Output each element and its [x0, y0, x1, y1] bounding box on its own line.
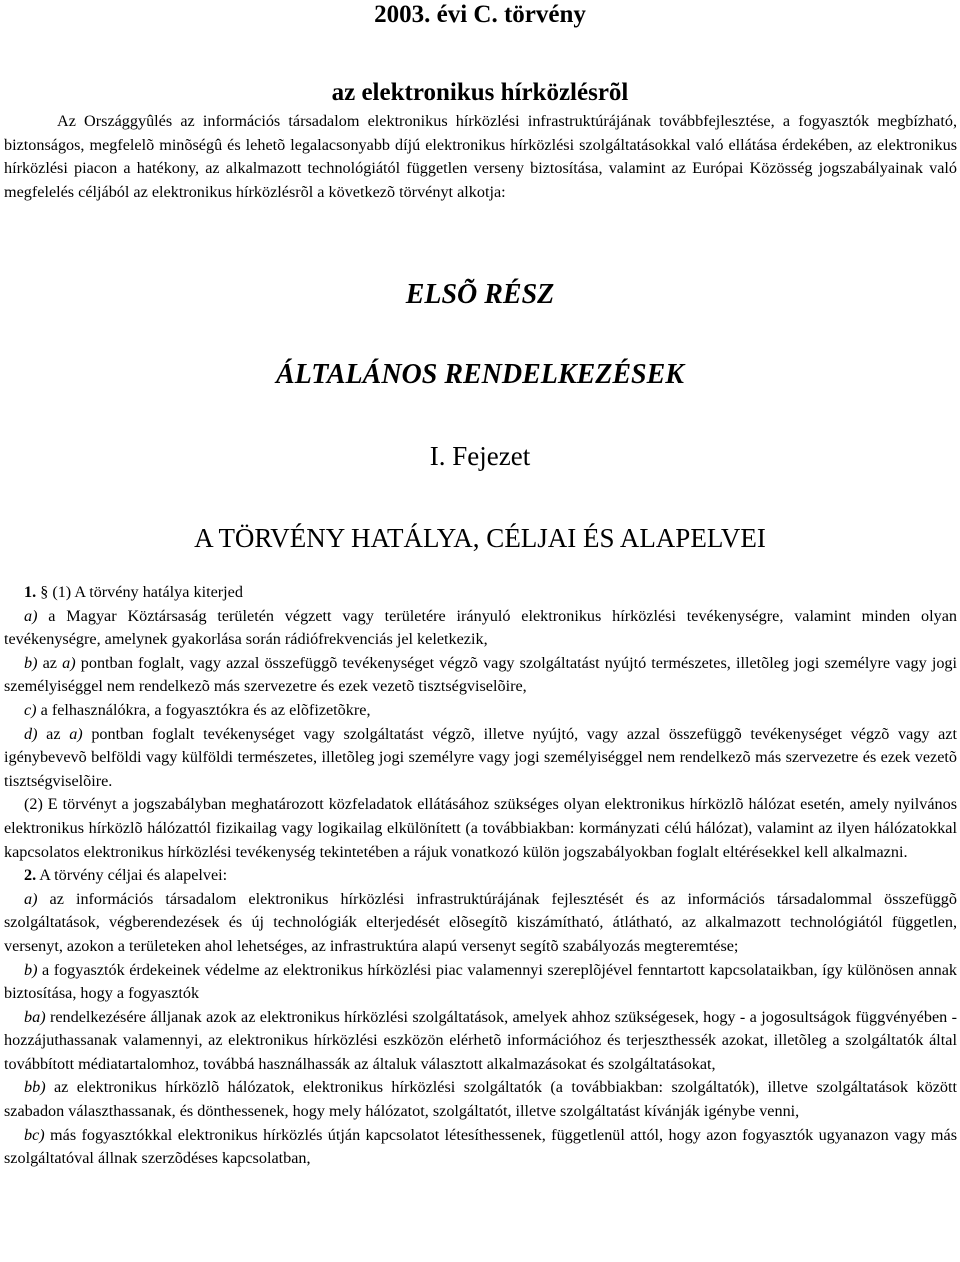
section-2-number: 2. — [24, 866, 37, 885]
point-text: a fogyasztók érdekeinek védelme az elektronikus hírközlési piac valamennyi szereplõjével fenntartott kapcsolataikban, így különösen annak biztosítása, hogy a fogyasztók — [4, 960, 957, 1003]
chapter-title: A TÖRVÉNY HATÁLYA, CÉLJAI ÉS ALAPELVEI — [194, 523, 766, 553]
point-text: az információs társadalom elektronikus hírközlési infrastruktúrájának fejlesztését és az információs társadalommal összefüggõ szolgáltatások, végberendezések és új technológiák elterjedését elõsegítõ kiszámítható, átlátható, az alkalmazott technológiától független, versenyt, azokon a területeken ahol lehetséges, az infrastruktúra alapú versenyt segítõ szabályozás megteremtése; — [4, 889, 957, 955]
section-sign: § — [40, 583, 49, 601]
section-2-intro: A törvény céljai és alapelvei: — [36, 866, 228, 885]
general-provisions-heading: ÁLTALÁNOS RENDELKEZÉSEK — [276, 359, 684, 390]
preamble: Az Országgyûlés az információs társadalom elektronikus hírközlési infrastruktúrájának továbbfejlesztése, a fogyasztók megbízható, biztonságos, megfelelõ minõségû és lehetõ legalacsonyabb díjú elektronikus hírközlési szolgáltatásokkal való ellátása érdekében, az elektronikus hírközlési piacon a hatékony, az alkalmazott technológiától független verseny biztosítása, valamint az Európai Közösség jogszabályainak való megfelelés céljából az elektronikus hírközlésrõl a következõ törvényt alkotja: — [4, 112, 957, 201]
point-reference: a) — [69, 724, 83, 743]
point-text: az — [37, 724, 70, 743]
section-1-heading — [4, 581, 957, 605]
section-1-point-d — [4, 723, 957, 794]
sections-body — [4, 581, 957, 1171]
point-reference: a) — [62, 653, 76, 672]
section-2-point-bb — [4, 1076, 957, 1123]
point-text: pontban foglalt tevékenységet vagy szolgáltatást végzõ, illetve nyújtó, vagy azzal összefüggõ tevékenységet végzõ vagy azt igénybevevõ belföldi vagy külföldi természetes, illetõleg jogi személyre vagy jogi személyiséggel nem rendelkezõ más szervezetre és ezek vezetõ tisztségviselõire. — [4, 724, 957, 790]
section-2-point-b — [4, 959, 957, 1006]
point-text: más fogyasztókkal elektronikus hírközlés útján kapcsolatot létesíthessenek, függetlenül attól, hogy azon fogyasztók ugyanazon vagy más szolgáltatóval állnak szerzõdéses kapcsolatban, — [4, 1125, 957, 1168]
section-1-number: 1. — [24, 583, 41, 601]
point-text: rendelkezésére álljanak azok az elektronikus hírközlési szolgáltatások, amelyek ahhoz szükségesek, hogy - a jogosultságok függvényében - hozzájuthassanak valamennyi, az elektronikus hírközlési eszközön elérhetõ információhoz és terjeszthessék azokat, illetõleg a szolgáltatók által továbbított médiatartalomhoz, továbbá használhassák az általuk választott alkalmazásokat és szolgáltatásokat, — [4, 1007, 957, 1073]
point-text: a felhasználókra, a fogyasztókra és az elõfizetõkre, — [36, 700, 371, 719]
section-1-point-c — [4, 699, 957, 723]
section-2-heading — [4, 864, 957, 888]
point-label: c) — [24, 700, 37, 719]
section-1-point-b — [4, 652, 957, 699]
section-1-point-a — [4, 605, 957, 652]
part-heading: ELSÕ RÉSZ — [405, 279, 555, 310]
point-label: bc) — [24, 1125, 45, 1144]
section-1-paragraph-2: (2) E törvényt a jogszabályban meghatározott közfeladatok ellátásához szükséges olyan elektronikus hírközlõ hálózat esetén, amely nyilvános elektronikus hírközlõ hálózattól fizikailag vagy logikailag elkülönített (a továbbiakban: kormányzati célú hálózat), valamint az ilyen hálózatokkal kapcsolatos elektronikus hírközlési tevékenység tekintetében a rájuk vonatkozó külön jogszabályokban foglalt eltérésekkel kell alkalmazni. — [4, 795, 957, 861]
point-label: d) — [24, 724, 38, 743]
section-2-point-ba — [4, 1006, 957, 1077]
chapter-number: I. Fejezet — [429, 441, 531, 471]
point-label: a) — [24, 889, 38, 908]
point-text: az elektronikus hírközlõ hálózatok, elektronikus hírközlési szolgáltatók (a továbbiakban: szolgáltatók), illetve szolgáltatások között szabadon választhassanak, és dönthessenek, hogy mely hálózatot, szolgáltatót, illetve szolgáltatást kívánják igénybe venni, — [4, 1078, 957, 1121]
section-1-intro: (1) A törvény hatálya kiterjed — [48, 583, 243, 601]
document-subtitle: az elektronikus hírközlésrõl — [331, 79, 629, 106]
document-title: 2003. évi C. törvény — [374, 1, 586, 28]
point-text: az — [37, 653, 63, 672]
section-2-point-a — [4, 888, 957, 959]
section-2-point-bc — [4, 1124, 957, 1171]
point-text: a Magyar Köztársaság területén végzett vagy területére irányuló elektronikus hírközlési tevékenységre, valamint minden olyan tevékenységre, amelynek gyakorlása során rádiófrekvenciás jel keletkezik, — [4, 606, 957, 649]
point-label: bb) — [24, 1078, 46, 1097]
point-label: ba) — [24, 1007, 46, 1026]
point-label: b) — [24, 653, 38, 672]
point-label: a) — [24, 606, 38, 625]
point-label: b) — [24, 960, 38, 979]
point-text: pontban foglalt, vagy azzal összefüggõ tevékenységet végzõ vagy szolgáltatást nyújtó természetes, illetõleg jogi személyre vagy jogi személyiséggel nem rendelkezõ más szervezetre és ezek vezetõ tisztségviselõire, — [4, 653, 958, 696]
